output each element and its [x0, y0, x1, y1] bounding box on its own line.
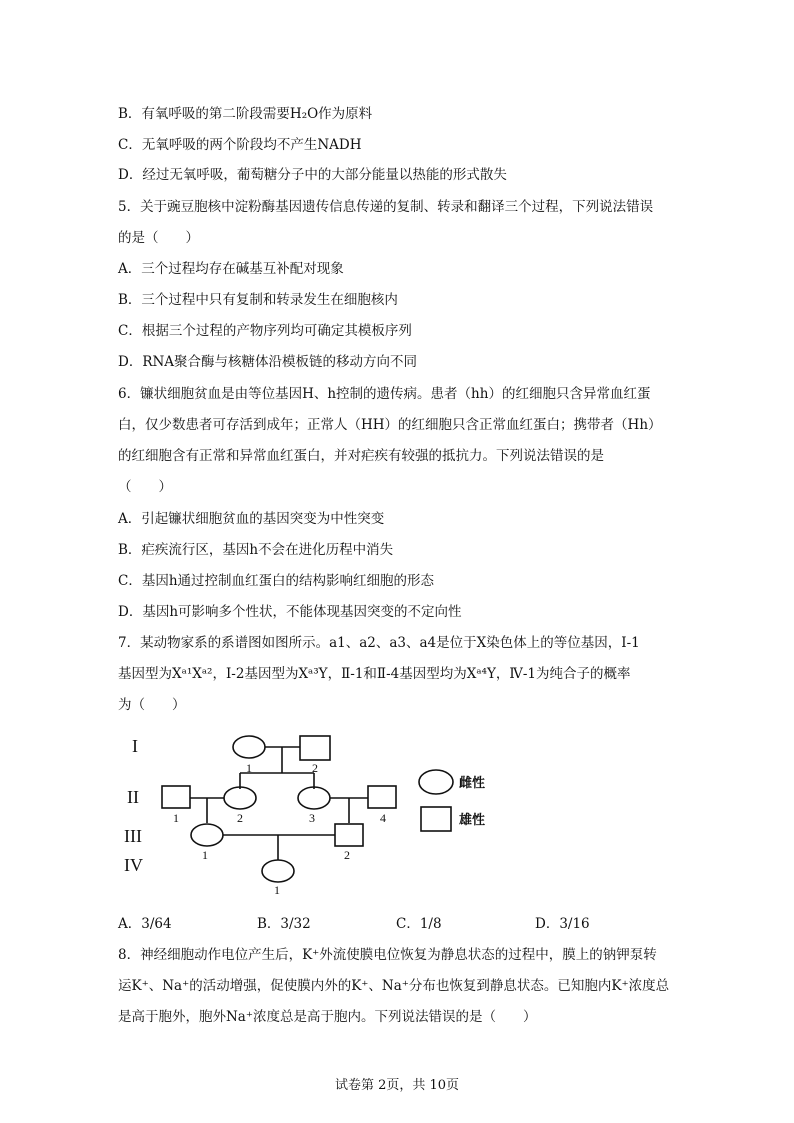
q7-stem-line3: 为（ ）: [118, 697, 186, 713]
q7-option-a: A．3/64: [118, 916, 172, 932]
female-II-3: [298, 787, 330, 809]
number-II-1: 1: [173, 811, 179, 825]
q6-option-d: D．基因h可影响多个性状，不能体现基因突变的不定向性: [118, 604, 462, 620]
generation-label-I: I: [132, 736, 138, 756]
male-II-1: [162, 786, 190, 808]
legend-female-symbol: [419, 770, 453, 794]
q8-stem-line2: 运K⁺、Na⁺的活动增强，促使膜内外的K⁺、Na⁺分布也恢复到静息状态。已知胞内K⁺浓度总: [118, 978, 670, 994]
q5-stem-line2: 的是（ ）: [118, 230, 199, 246]
q4-option-b: B．有氧呼吸的第二阶段需要H₂O作为原料: [118, 106, 373, 122]
pedigree-diagram: [0, 725, 794, 915]
q6-stem-line4: （ ）: [118, 479, 172, 495]
q7-stem-line1: 7．某动物家系的系谱图如图所示。a1、a2、a3、a4是位于X染色体上的等位基因，Ⅰ-1: [118, 635, 640, 651]
number-II-2: 2: [237, 811, 243, 825]
q5-option-b: B．三个过程中只有复制和转录发生在细胞核内: [118, 292, 398, 308]
female-IV-1: [262, 860, 294, 882]
q6-stem-line2: 白，仅少数患者可存活到成年；正常人（HH）的红细胞只含正常血红蛋白；携带者（Hh）: [118, 417, 662, 433]
generation-label-III: III: [124, 826, 142, 846]
legend-female-label: 雌性: [459, 775, 486, 790]
q7-option-d: D．3/16: [535, 916, 590, 932]
q4-option-d: D．经过无氧呼吸，葡萄糖分子中的大部分能量以热能的形式散失: [118, 167, 507, 183]
q6-stem-line1: 6．镰状细胞贫血是由等位基因H、h控制的遗传病。患者（hh）的红细胞只含异常血红蛋: [118, 386, 651, 402]
q7-stem-line2: 基因型为Xᵃ¹Xᵃ²，Ⅰ-2基因型为Xᵃ³Y，Ⅱ-1和Ⅱ-4基因型均为Xᵃ⁴Y，Ⅳ-1为纯合子的概率: [118, 666, 631, 682]
q5-option-c: C．根据三个过程的产物序列均可确定其模板序列: [118, 323, 412, 339]
female-III-1: [191, 824, 223, 846]
q6-option-c: C．基因h通过控制血红蛋白的结构影响红细胞的形态: [118, 573, 435, 589]
page-footer: 试卷第 2页，共 10页: [334, 1078, 460, 1093]
legend-male-symbol: [421, 807, 451, 831]
number-I-2: 2: [312, 761, 318, 775]
q8-stem-line3: 是高于胞外，胞外Na⁺浓度总是高于胞内。下列说法错误的是（ ）: [118, 1009, 537, 1025]
q5-option-d: D．RNA聚合酶与核糖体沿模板链的移动方向不同: [118, 354, 418, 370]
male-III-2: [335, 824, 363, 846]
q6-option-a: A．引起镰状细胞贫血的基因突变为中性突变: [118, 511, 385, 527]
q6-option-b: B．疟疾流行区，基因h不会在进化历程中消失: [118, 542, 394, 558]
q4-option-c: C．无氧呼吸的两个阶段均不产生NADH: [118, 137, 362, 153]
q5-option-a: A．三个过程均存在碱基互补配对现象: [118, 261, 344, 277]
q7-options: [118, 914, 590, 934]
number-III-1: 1: [202, 848, 208, 862]
number-II-3: 3: [309, 811, 315, 825]
male-II-4: [368, 786, 396, 808]
q7-option-c: C．1/8: [396, 916, 442, 932]
q7-option-b: B．3/32: [257, 916, 311, 932]
male-I-2: [300, 736, 330, 760]
generation-label-IV: IV: [124, 855, 143, 875]
number-I-1: 1: [246, 761, 252, 775]
number-II-4: 4: [380, 811, 386, 825]
q6-stem-line3: 的红细胞含有正常和异常血红蛋白，并对疟疾有较强的抵抗力。下列说法错误的是: [118, 448, 604, 464]
number-IV-1: 1: [274, 883, 280, 897]
female-II-2: [224, 787, 256, 809]
q5-stem-line1: 5．关于豌豆胞核中淀粉酶基因遗传信息传递的复制、转录和翻译三个过程，下列说法错误: [118, 199, 654, 215]
number-III-2: 2: [344, 848, 350, 862]
generation-label-II: II: [127, 787, 139, 807]
q8-stem-line1: 8．神经细胞动作电位产生后，K⁺外流使膜电位恢复为静息状态的过程中，膜上的钠钾泵转: [118, 947, 657, 963]
female-I-1: [233, 736, 265, 758]
legend-male-label: 雄性: [459, 812, 486, 827]
